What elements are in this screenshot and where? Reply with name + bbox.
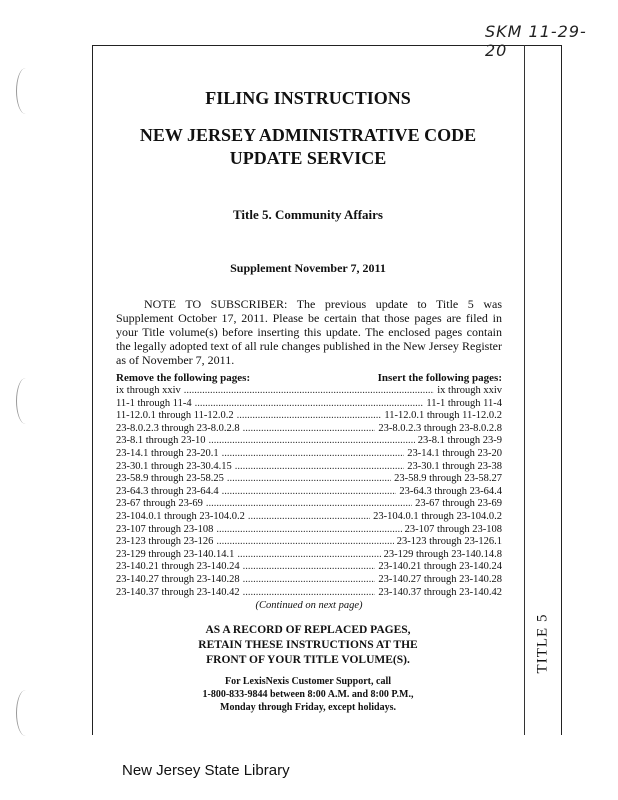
table-row: [116, 423, 502, 436]
remove-pages: 23-123 through 23-126: [116, 536, 214, 548]
table-row: [116, 561, 502, 574]
insert-pages: ix through xxiv: [437, 385, 502, 396]
remove-pages: 23-8.0.2.3 through 23-8.0.2.8: [116, 422, 240, 434]
table-row: [116, 549, 502, 562]
table-row: [116, 398, 502, 411]
remove-pages: 23-104.0.1 through 23-104.0.2: [116, 510, 245, 522]
library-stamp: New Jersey State Library: [122, 762, 290, 779]
remove-pages: 23-140.37 through 23-140.42: [116, 586, 240, 598]
table-row: [116, 536, 502, 549]
insert-pages: 23-140.27 through 23-140.28: [378, 573, 502, 585]
table-header: [116, 372, 502, 385]
customer-support: [92, 675, 524, 714]
remove-pages: 23-58.9 through 23-58.25: [116, 473, 224, 485]
insert-pages: 23-107 through 23-108: [404, 523, 502, 535]
remove-pages: 11-1 through 11-4: [116, 397, 192, 409]
title-subject: Title 5. Community Affairs: [233, 207, 383, 222]
dot-leader: [243, 561, 376, 574]
dot-leader: [184, 385, 435, 398]
insert-pages: 23-140.21 through 23-140.24: [378, 561, 502, 573]
remove-pages: 23-140.21 through 23-140.24: [116, 561, 240, 573]
title-tab: [528, 598, 558, 688]
table-row: [116, 410, 502, 423]
record-notice-line: AS A RECORD OF REPLACED PAGES,: [205, 624, 411, 636]
dot-leader: [243, 587, 376, 600]
supplement-date: Supplement November 7, 2011: [230, 261, 386, 275]
dot-leader: [222, 486, 397, 499]
remove-pages: 23-14.1 through 23-20.1: [116, 447, 219, 459]
dot-leader: [227, 473, 391, 486]
table-row: [116, 461, 502, 474]
table-rows: [116, 385, 502, 599]
insert-pages: 23-64.3 through 23-64.4: [399, 485, 502, 497]
title-tab-label: TITLE 5: [534, 613, 551, 673]
table-row: [116, 574, 502, 587]
page-replacement-table: [116, 372, 502, 611]
remove-pages: 23-67 through 23-69: [116, 498, 203, 510]
insert-pages: 23-8.1 through 23-9: [417, 435, 502, 447]
remove-pages: 23-140.27 through 23-140.28: [116, 573, 240, 585]
table-row: [116, 587, 502, 600]
insert-pages: 23-104.0.1 through 23-104.0.2: [373, 510, 502, 522]
table-row: [116, 498, 502, 511]
dot-leader: [209, 435, 415, 448]
table-row: [116, 435, 502, 448]
support-hours: Monday through Friday, except holidays.: [220, 702, 396, 713]
insert-pages: 23-14.1 through 23-20: [407, 447, 502, 459]
dot-leader: [235, 461, 404, 474]
dot-leader: [216, 524, 401, 537]
insert-pages: 23-129 through 23-140.14.8: [383, 548, 502, 560]
table-row: [116, 448, 502, 461]
support-phone: 1-800-833-9844 between 8:00 A.M. and 8:00 P.M.,: [202, 689, 414, 700]
remove-pages: 23-64.3 through 23-64.4: [116, 485, 219, 497]
dot-leader: [248, 511, 370, 524]
table-row: [116, 473, 502, 486]
table-row: [116, 511, 502, 524]
insert-pages: 11-1 through 11-4: [426, 397, 502, 409]
insert-pages: 23-30.1 through 23-38: [407, 460, 502, 472]
subscriber-note: NOTE TO SUBSCRIBER: The previous update to Title 5 was Supplement October 17, 2011. Please be certain that those pages are filed in your Title volume(s) before inserting this update. The enclosed pages contain the legally adopted text of all rule changes published in the New Jersey Register as of November 7, 2011.: [116, 297, 502, 367]
code-title-line2: UPDATE SERVICE: [229, 148, 387, 168]
remove-pages: ix through xxiv: [116, 385, 181, 396]
dot-leader: [216, 536, 393, 549]
dot-leader: [243, 423, 376, 436]
table-row: [116, 486, 502, 499]
insert-pages: 23-58.9 through 23-58.27: [394, 473, 502, 485]
remove-pages: 23-30.1 through 23-30.4.15: [116, 460, 232, 472]
insert-pages: 23-67 through 23-69: [415, 498, 502, 510]
support-line: For LexisNexis Customer Support, call: [224, 676, 391, 687]
insert-pages: 23-8.0.2.3 through 23-8.0.2.8: [378, 422, 502, 434]
insert-pages: 11-12.0.1 through 11-12.0.2: [384, 410, 502, 422]
dot-leader: [222, 448, 405, 461]
remove-pages: 23-8.1 through 23-10: [116, 435, 206, 447]
tab-divider-line: [524, 45, 525, 735]
document-title: FILING INSTRUCTIONS: [205, 88, 411, 108]
insert-column-header: Insert the following pages:: [377, 372, 502, 384]
remove-column-header: Remove the following pages:: [116, 372, 251, 384]
dot-leader: [237, 549, 380, 562]
code-title-line1: NEW JERSEY ADMINISTRATIVE CODE: [139, 125, 477, 145]
insert-pages: 23-140.37 through 23-140.42: [378, 586, 502, 598]
insert-pages: 23-123 through 23-126.1: [396, 536, 502, 548]
remove-pages: 23-107 through 23-108: [116, 523, 214, 535]
remove-pages: 23-129 through 23-140.14.1: [116, 548, 235, 560]
handwritten-note: SKM 11-29-20: [485, 22, 587, 60]
dot-leader: [195, 398, 424, 411]
dot-leader: [237, 410, 382, 423]
binder-hole-mark: [16, 690, 35, 736]
dot-leader: [206, 498, 412, 511]
remove-pages: 11-12.0.1 through 11-12.0.2: [116, 410, 234, 422]
binder-hole-mark: [16, 378, 35, 424]
continued-note: (Continued on next page): [255, 600, 363, 612]
binder-hole-mark: [16, 68, 35, 114]
dot-leader: [243, 574, 376, 587]
table-row: [116, 385, 502, 398]
record-notice-line: RETAIN THESE INSTRUCTIONS AT THE: [198, 639, 418, 651]
record-notice-line: FRONT OF YOUR TITLE VOLUME(S).: [206, 654, 410, 666]
table-row: [116, 524, 502, 537]
record-notice: [92, 623, 524, 668]
